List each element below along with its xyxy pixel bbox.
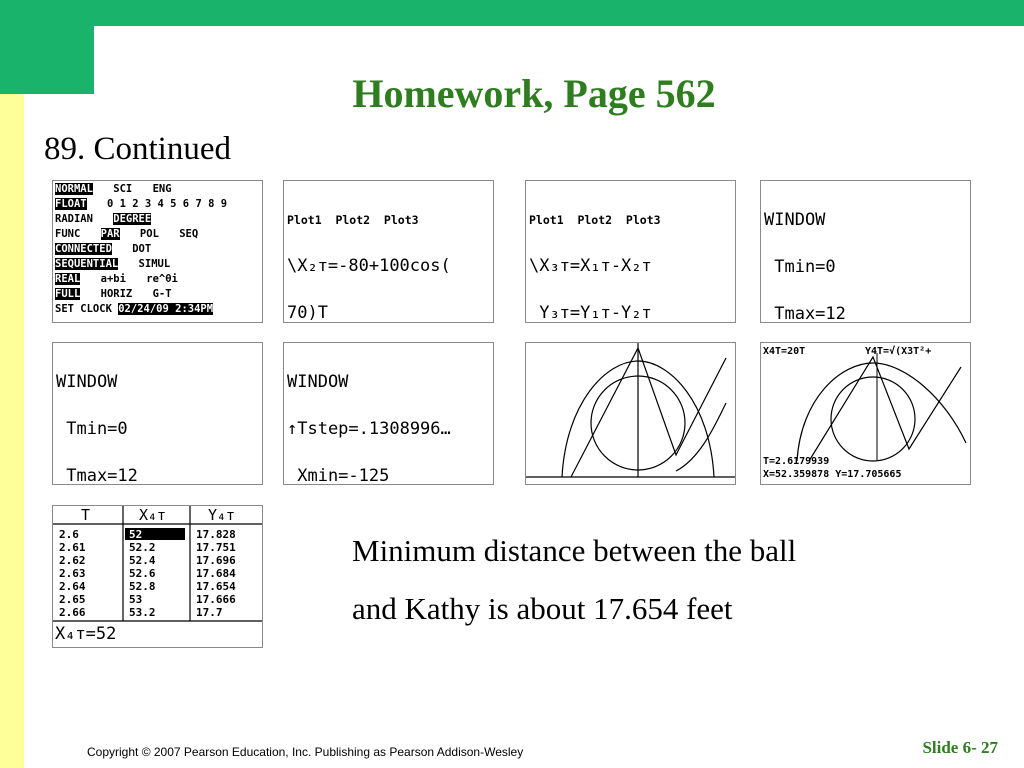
distance-curve <box>571 348 726 477</box>
window-line: WINDOW <box>56 372 118 393</box>
table-cell: 2.6 <box>59 528 79 541</box>
window-line: Xmin=-125 <box>287 465 390 485</box>
table-cell: 17.751 <box>196 541 236 554</box>
mode-row-5: CONNECTED DOT <box>55 243 152 255</box>
mode-row-1: NORMAL SCI ENG <box>55 183 172 195</box>
slide-subtitle: 89. Continued <box>44 131 231 167</box>
plot-header: Plot1 Plot2 Plot3 <box>529 213 661 228</box>
calculator-window-screen-1 <box>760 180 971 323</box>
equation-line: Y₃ᴛ=Y₁ᴛ-Y₂ᴛ <box>529 303 652 323</box>
circle-curve <box>831 377 915 461</box>
table-cell: 53 <box>129 593 143 606</box>
caption-line-2: and Kathy is about 17.654 feet <box>352 591 733 626</box>
copyright-footer: Copyright © 2007 Pearson Education, Inc. Publishing as Pearson Addison-Wesley <box>87 745 524 759</box>
left-accent-bar <box>0 94 24 768</box>
table-cell: 52.4 <box>129 554 156 567</box>
table-cell: 17.7 <box>196 606 223 619</box>
trace-top-right: Y4T=√(X3T²+ <box>865 346 932 357</box>
table-footer-readout: X₄ᴛ=52 <box>55 624 117 644</box>
calculator-trace-screen <box>760 342 971 485</box>
window-line: Tmax=12 <box>764 303 846 323</box>
equation-line: \X₃ᴛ=X₁ᴛ-X₂ᴛ <box>529 256 652 277</box>
top-accent-bar <box>0 0 1024 26</box>
slide-number: Slide 6- 27 <box>922 738 998 757</box>
table-cell: 2.61 <box>59 541 86 554</box>
plot-header: Plot1 Plot2 Plot3 <box>287 213 419 228</box>
window-line: Tmin=0 <box>56 418 128 439</box>
table-cell: 52.2 <box>129 541 156 554</box>
calculator-window-screen-3 <box>283 342 494 485</box>
calculator-table-screen <box>52 505 263 648</box>
trace-top-left: X4T=20T <box>763 346 806 357</box>
mode-row-8: FULL HORIZ G-T <box>55 288 172 300</box>
mode-row-6: SEQUENTIAL SIMUL <box>55 258 171 270</box>
table-cell: 52.6 <box>129 567 156 580</box>
window-line: Tmin=0 <box>764 256 836 277</box>
parametric-graph <box>526 343 736 485</box>
table-cell: 17.654 <box>196 580 236 593</box>
table-cell: 52.8 <box>129 580 156 593</box>
window-line: Tmax=12 <box>56 465 138 485</box>
calculator-graph-screen <box>525 342 736 485</box>
table-cell: 2.63 <box>59 567 86 580</box>
table-header-t: T <box>81 506 91 524</box>
caption-line-1: Minimum distance between the ball <box>352 533 797 568</box>
table-header-x4t: X₄ᴛ <box>139 506 167 524</box>
table-cell: 2.66 <box>59 606 86 619</box>
mode-row-3: RADIAN DEGREE <box>55 213 152 225</box>
window-line: ↑Tstep=.1308996… <box>287 418 451 439</box>
table-cell: 17.696 <box>196 554 236 567</box>
window-line: WINDOW <box>764 210 826 231</box>
mode-row-4: FUNC PAR POL SEQ <box>55 228 199 240</box>
table-cell: 2.65 <box>59 593 86 606</box>
table-cell: 17.666 <box>196 593 236 606</box>
mode-row-2: FLOAT 0 1 2 3 4 5 6 7 8 9 <box>55 198 228 210</box>
table-header-y4t: Y₄ᴛ <box>208 506 236 524</box>
table-cell: 2.62 <box>59 554 86 567</box>
calculator-y-editor-1 <box>283 180 494 323</box>
trace-t-readout: T=2.6179939 <box>763 456 830 467</box>
calculator-mode-screen <box>52 180 263 323</box>
table-cell: 17.684 <box>196 567 236 580</box>
equation-line: 70)T <box>287 303 328 323</box>
table-cell-selected: 52 <box>129 528 143 541</box>
table-cell: 17.828 <box>196 528 236 541</box>
calculator-window-screen-2 <box>52 342 263 485</box>
calculator-y-editor-2 <box>525 180 736 323</box>
slide-title: Homework, Page 562 <box>352 71 716 116</box>
equation-line: \X₂ᴛ=-80+100cos( <box>287 256 451 277</box>
window-line: WINDOW <box>287 372 349 393</box>
mode-row-9: SET CLOCK 02/24/09 2:34PM <box>55 303 214 315</box>
table-cell: 53.2 <box>129 606 156 619</box>
trace-xy-readout: X=52.359878 Y=17.705665 <box>763 469 902 480</box>
table-cell: 2.64 <box>59 580 86 593</box>
mode-row-7: REAL a+bi re^θi <box>55 273 178 285</box>
